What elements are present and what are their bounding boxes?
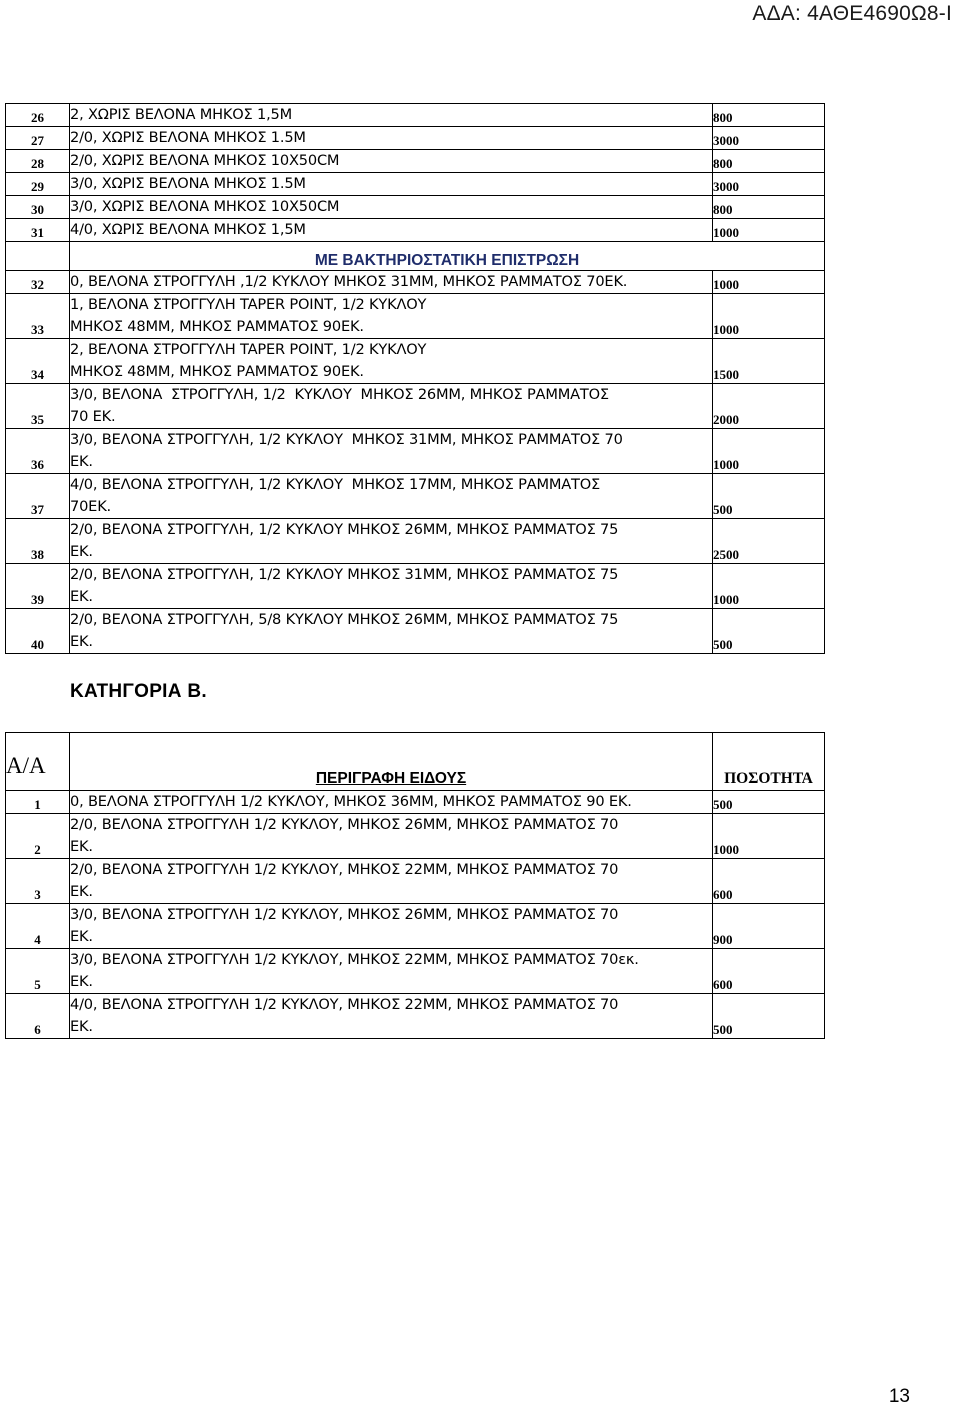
- item-quantity: 2000: [713, 384, 825, 429]
- blank-cell: [6, 242, 70, 271]
- row-number: 37: [6, 474, 70, 519]
- item-description: 2/0, ΧΩΡΙΣ ΒΕΛΟΝΑ ΜΗΚΟΣ 1.5Μ: [70, 127, 713, 150]
- item-description: 2/0, ΒΕΛΟΝΑ ΣΤΡΟΓΓΥΛΗ 1/2 ΚΥΚΛΟΥ, ΜΗΚΟΣ 26ΜΜ, ΜΗΚΟΣ ΡΑΜΜΑΤΟΣ 70 ΕΚ.: [70, 814, 713, 859]
- item-quantity: 800: [713, 104, 825, 127]
- row-number: 33: [6, 294, 70, 339]
- item-quantity: 1000: [713, 271, 825, 294]
- row-number: 26: [6, 104, 70, 127]
- section-row: [6, 242, 825, 271]
- column-header-description: ΠΕΡΙΓΡΑΦΗ ΕΙΔΟΥΣ: [70, 733, 713, 791]
- item-quantity: 3000: [713, 173, 825, 196]
- item-quantity: 500: [713, 609, 825, 654]
- table-row: [6, 949, 825, 994]
- row-number: 29: [6, 173, 70, 196]
- item-quantity: 500: [713, 474, 825, 519]
- item-quantity: 3000: [713, 127, 825, 150]
- table-row: [6, 219, 825, 242]
- item-quantity: 2500: [713, 519, 825, 564]
- row-number: 27: [6, 127, 70, 150]
- item-description: 3/0, ΒΕΛΟΝΑ ΣΤΡΟΓΓΥΛΗ 1/2 ΚΥΚΛΟΥ, ΜΗΚΟΣ 22ΜΜ, ΜΗΚΟΣ ΡΑΜΜΑΤΟΣ 70εκ. ΕΚ.: [70, 949, 713, 994]
- item-description: 3/0, ΒΕΛΟΝΑ ΣΤΡΟΓΓΥΛΗ, 1/2 ΚΥΚΛΟΥ ΜΗΚΟΣ 26ΜΜ, ΜΗΚΟΣ ΡΑΜΜΑΤΟΣ 70 ΕΚ.: [70, 384, 713, 429]
- row-number: 32: [6, 271, 70, 294]
- row-number: 2: [6, 814, 70, 859]
- table-row: [6, 609, 825, 654]
- table-row: [6, 519, 825, 564]
- item-description: 1, ΒΕΛΟΝΑ ΣΤΡΟΓΓΥΛΗ TAPER POINT, 1/2 ΚΥΚΛΟΥ ΜΗΚΟΣ 48ΜΜ, ΜΗΚΟΣ ΡΑΜΜΑΤΟΣ 90ΕΚ.: [70, 294, 713, 339]
- item-description: 3/0, ΧΩΡΙΣ ΒΕΛΟΝΑ ΜΗΚΟΣ 10Χ50CM: [70, 196, 713, 219]
- item-description: 2/0, ΒΕΛΟΝΑ ΣΤΡΟΓΓΥΛΗ, 5/8 ΚΥΚΛΟΥ ΜΗΚΟΣ 26ΜΜ, ΜΗΚΟΣ ΡΑΜΜΑΤΟΣ 75 ΕΚ.: [70, 609, 713, 654]
- item-description: 4/0, ΧΩΡΙΣ ΒΕΛΟΝΑ ΜΗΚΟΣ 1,5Μ: [70, 219, 713, 242]
- table-row: [6, 994, 825, 1039]
- category-b-title: ΚΑΤΗΓΟΡΙΑ Β.: [70, 681, 207, 702]
- table-header-row: [6, 733, 825, 791]
- table-row: [6, 173, 825, 196]
- item-quantity: 600: [713, 859, 825, 904]
- row-number: 28: [6, 150, 70, 173]
- item-description: 2/0, ΒΕΛΟΝΑ ΣΤΡΟΓΓΥΛΗ 1/2 ΚΥΚΛΟΥ, ΜΗΚΟΣ 22ΜΜ, ΜΗΚΟΣ ΡΑΜΜΑΤΟΣ 70 ΕΚ.: [70, 859, 713, 904]
- table-row: [6, 904, 825, 949]
- table-row: [6, 127, 825, 150]
- item-quantity: 1000: [713, 814, 825, 859]
- section-title: ΜΕ ΒΑΚΤΗΡΙΟΣΤΑΤΙΚΗ ΕΠΙΣΤΡΩΣΗ: [70, 242, 825, 271]
- item-description: 2/0, ΧΩΡΙΣ ΒΕΛΟΝΑ ΜΗΚΟΣ 10Χ50CM: [70, 150, 713, 173]
- sutures-table-b: [5, 732, 825, 1039]
- item-description: 3/0, ΒΕΛΟΝΑ ΣΤΡΟΓΓΥΛΗ, 1/2 ΚΥΚΛΟΥ ΜΗΚΟΣ 31ΜΜ, ΜΗΚΟΣ ΡΑΜΜΑΤΟΣ 70 ΕΚ.: [70, 429, 713, 474]
- row-number: 4: [6, 904, 70, 949]
- item-description: 3/0, ΒΕΛΟΝΑ ΣΤΡΟΓΓΥΛΗ 1/2 ΚΥΚΛΟΥ, ΜΗΚΟΣ 26ΜΜ, ΜΗΚΟΣ ΡΑΜΜΑΤΟΣ 70 ΕΚ.: [70, 904, 713, 949]
- item-description: 2/0, ΒΕΛΟΝΑ ΣΤΡΟΓΓΥΛΗ, 1/2 ΚΥΚΛΟΥ ΜΗΚΟΣ 26ΜΜ, ΜΗΚΟΣ ΡΑΜΜΑΤΟΣ 75 ΕΚ.: [70, 519, 713, 564]
- table-row: [6, 294, 825, 339]
- table-row: [6, 429, 825, 474]
- item-quantity: 800: [713, 150, 825, 173]
- item-quantity: 1500: [713, 339, 825, 384]
- item-quantity: 900: [713, 904, 825, 949]
- row-number: 6: [6, 994, 70, 1039]
- table-row: [6, 339, 825, 384]
- table-row: [6, 791, 825, 814]
- row-number: 39: [6, 564, 70, 609]
- item-description: 4/0, ΒΕΛΟΝΑ ΣΤΡΟΓΓΥΛΗ, 1/2 ΚΥΚΛΟΥ ΜΗΚΟΣ 17ΜΜ, ΜΗΚΟΣ ΡΑΜΜΑΤΟΣ 70ΕΚ.: [70, 474, 713, 519]
- row-number: 34: [6, 339, 70, 384]
- row-number: 40: [6, 609, 70, 654]
- table-row: [6, 814, 825, 859]
- column-header-quantity: ΠΟΣΟΤΗΤΑ: [713, 733, 825, 791]
- row-number: 3: [6, 859, 70, 904]
- item-quantity: 1000: [713, 429, 825, 474]
- item-description: 0, ΒΕΛΟΝΑ ΣΤΡΟΓΓΥΛΗ 1/2 ΚΥΚΛΟΥ, ΜΗΚΟΣ 36ΜΜ, ΜΗΚΟΣ ΡΑΜΜΑΤΟΣ 90 ΕΚ.: [70, 791, 713, 814]
- row-number: 30: [6, 196, 70, 219]
- item-description: 4/0, ΒΕΛΟΝΑ ΣΤΡΟΓΓΥΛΗ 1/2 ΚΥΚΛΟΥ, ΜΗΚΟΣ 22ΜΜ, ΜΗΚΟΣ ΡΑΜΜΑΤΟΣ 70 ΕΚ.: [70, 994, 713, 1039]
- page-number: 13: [888, 1386, 910, 1407]
- table-row: [6, 474, 825, 519]
- item-description: 2/0, ΒΕΛΟΝΑ ΣΤΡΟΓΓΥΛΗ, 1/2 ΚΥΚΛΟΥ ΜΗΚΟΣ 31ΜΜ, ΜΗΚΟΣ ΡΑΜΜΑΤΟΣ 75 ΕΚ.: [70, 564, 713, 609]
- table-row: [6, 104, 825, 127]
- table-row: [6, 384, 825, 429]
- item-quantity: 500: [713, 791, 825, 814]
- sutures-table-a: [5, 103, 825, 654]
- item-quantity: 1000: [713, 294, 825, 339]
- table-row: [6, 271, 825, 294]
- row-number: 31: [6, 219, 70, 242]
- row-number: 35: [6, 384, 70, 429]
- column-header-aa: Α/Α: [6, 733, 70, 791]
- row-number: 36: [6, 429, 70, 474]
- item-description: 0, ΒΕΛΟΝΑ ΣΤΡΟΓΓΥΛΗ ,1/2 ΚΥΚΛΟΥ ΜΗΚΟΣ 31ΜΜ, ΜΗΚΟΣ ΡΑΜΜΑΤΟΣ 70ΕΚ.: [70, 271, 713, 294]
- item-quantity: 600: [713, 949, 825, 994]
- item-quantity: 1000: [713, 219, 825, 242]
- item-quantity: 800: [713, 196, 825, 219]
- table-row: [6, 150, 825, 173]
- item-description: 3/0, ΧΩΡΙΣ ΒΕΛΟΝΑ ΜΗΚΟΣ 1.5Μ: [70, 173, 713, 196]
- ada-code: ΑΔΑ: 4ΑΘΕ4690Ω8-Ι: [752, 2, 952, 25]
- row-number: 38: [6, 519, 70, 564]
- table-row: [6, 859, 825, 904]
- item-quantity: 500: [713, 994, 825, 1039]
- row-number: 5: [6, 949, 70, 994]
- item-quantity: 1000: [713, 564, 825, 609]
- table-row: [6, 196, 825, 219]
- table-row: [6, 564, 825, 609]
- item-description: 2, ΧΩΡΙΣ ΒΕΛΟΝΑ ΜΗΚΟΣ 1,5Μ: [70, 104, 713, 127]
- row-number: 1: [6, 791, 70, 814]
- item-description: 2, ΒΕΛΟΝΑ ΣΤΡΟΓΓΥΛΗ TAPER POINT, 1/2 ΚΥΚΛΟΥ ΜΗΚΟΣ 48ΜΜ, ΜΗΚΟΣ ΡΑΜΜΑΤΟΣ 90ΕΚ.: [70, 339, 713, 384]
